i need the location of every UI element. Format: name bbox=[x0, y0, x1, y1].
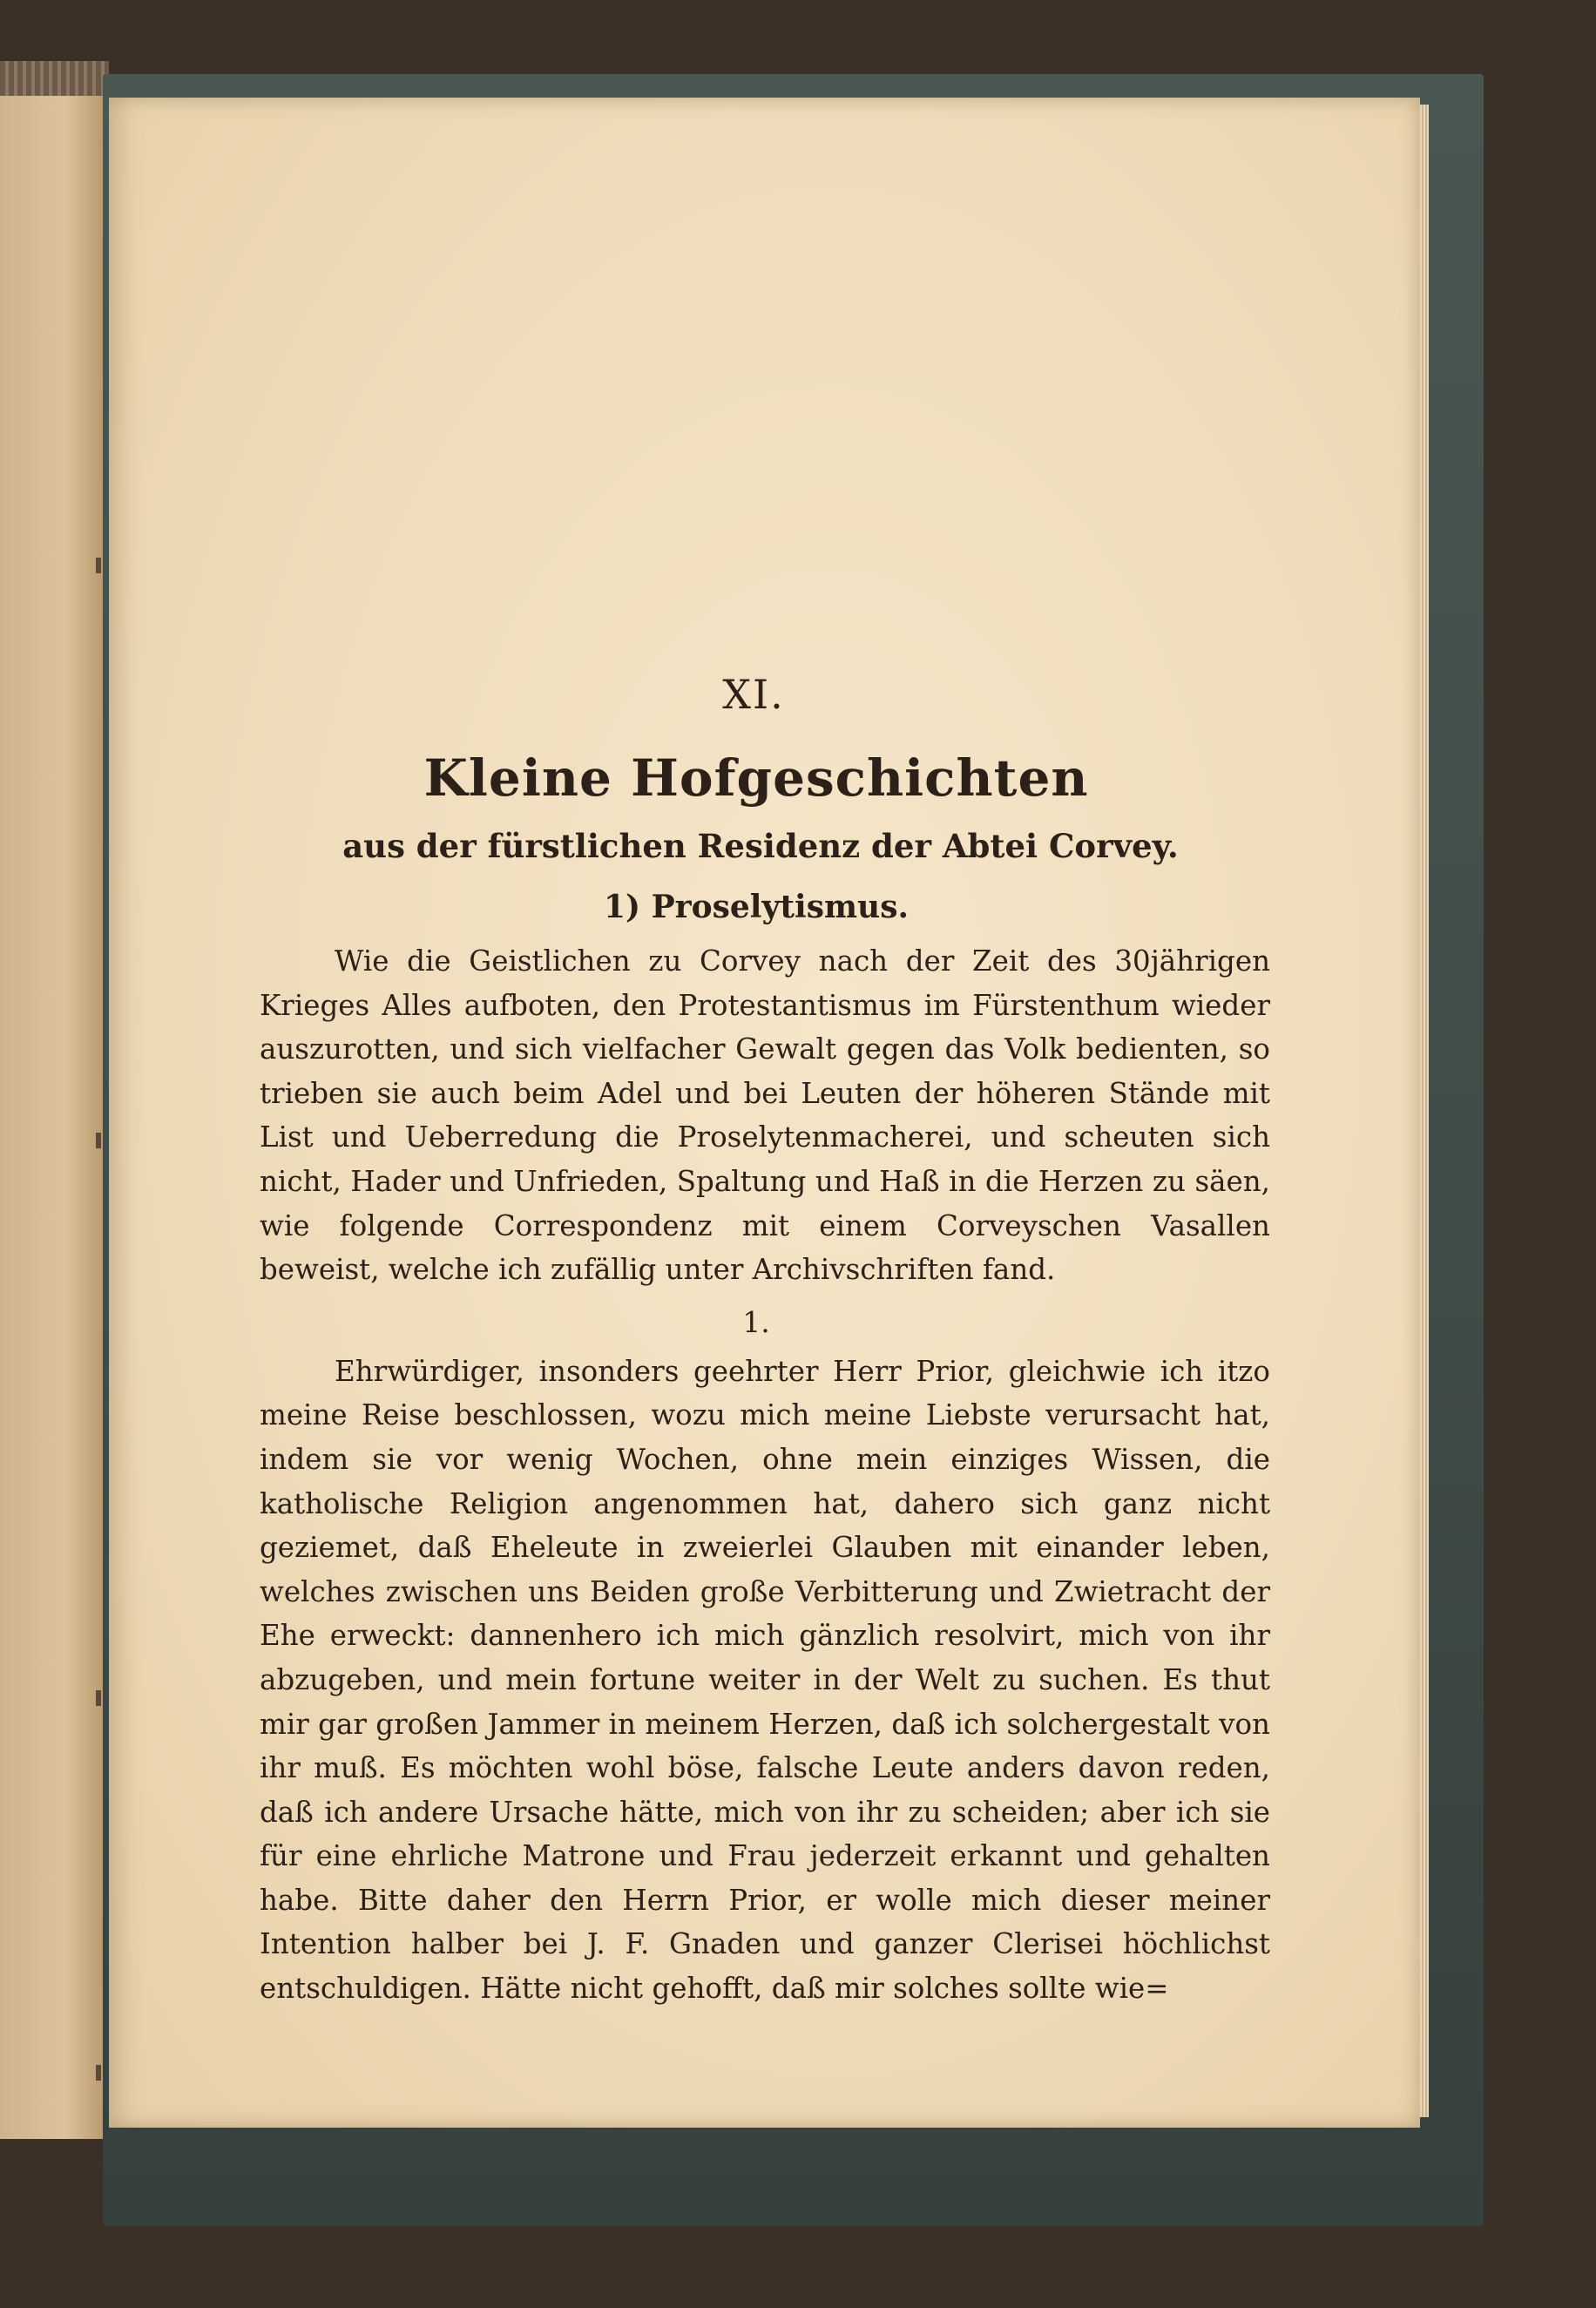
spine-thread-mark bbox=[96, 1133, 101, 1148]
chapter-subtitle: aus der fürstlichen Residenz der Abtei Corvey. bbox=[342, 827, 1179, 865]
page-text bbox=[260, 671, 1270, 2011]
book-headband bbox=[0, 61, 109, 96]
chapter-number: XI. bbox=[722, 671, 785, 718]
spine-thread-mark bbox=[96, 2065, 101, 2081]
spine-thread-mark bbox=[96, 1690, 101, 1706]
intro-paragraph: Wie die Geistlichen zu Corvey nach der Zeit des 30jährigen Krieges Alles aufboten, den Protestantismus im Fürstenthum wieder auszurotten, und sich vielfacher Gewalt gegen das Volk bedienten, so trieben sie auch beim Adel und bei Leuten der höheren Stände mit List und Ueberredung die Proselytenmacherei, und scheuten sich nicht, Hader und Unfrieden, Spaltung und Haß in die Herzen zu säen, wie folgende Correspondenz mit einem Corveyschen Vasallen beweist, welche ich zufällig unter Archivschriften fand. bbox=[260, 944, 1270, 1287]
spine-thread-mark bbox=[96, 558, 101, 573]
chapter-title: Kleine Hofgeschichten bbox=[423, 748, 1089, 808]
section-title: 1) Proselytismus. bbox=[603, 889, 910, 925]
letter-number: 1. bbox=[742, 1304, 770, 1339]
letter-paragraph: Ehrwürdiger, insonders geehrter Herr Prior, gleichwie ich itzo meine Reise beschlossen, wozu mich meine Liebste verursacht hat, indem sie vor wenig Wochen, ohne mein einziges Wissen, die katholische Religion angenommen hat, dahero sich ganz nicht geziemet, daß Eheleute in zweierlei Glauben mit einander leben, welches zwischen uns Beiden große Verbitterung und Zwietracht der Ehe erweckt: dannenhero ich mich gänzlich resolvirt, mich von ihr abzugeben, und mein fortune weiter in der Welt zu suchen. Es thut mir gar großen Jammer in meinem Herzen, daß ich solchergestalt von ihr muß. Es möchten wohl böse, falsche Leute anders davon reden, daß ich andere Ursache hätte, mich von ihr zu scheiden; aber ich sie für eine ehrliche Matrone und Frau jederzeit erkannt und gehalten habe. Bitte daher den Herrn Prior, er wolle mich dieser meiner Intention halber bei J. F. Gnaden und ganzer Clerisei höchlichst entschuldigen. Hätte nicht gehofft, daß mir solches sollte wie= bbox=[260, 1354, 1270, 2006]
left-page-edge bbox=[0, 83, 118, 2139]
